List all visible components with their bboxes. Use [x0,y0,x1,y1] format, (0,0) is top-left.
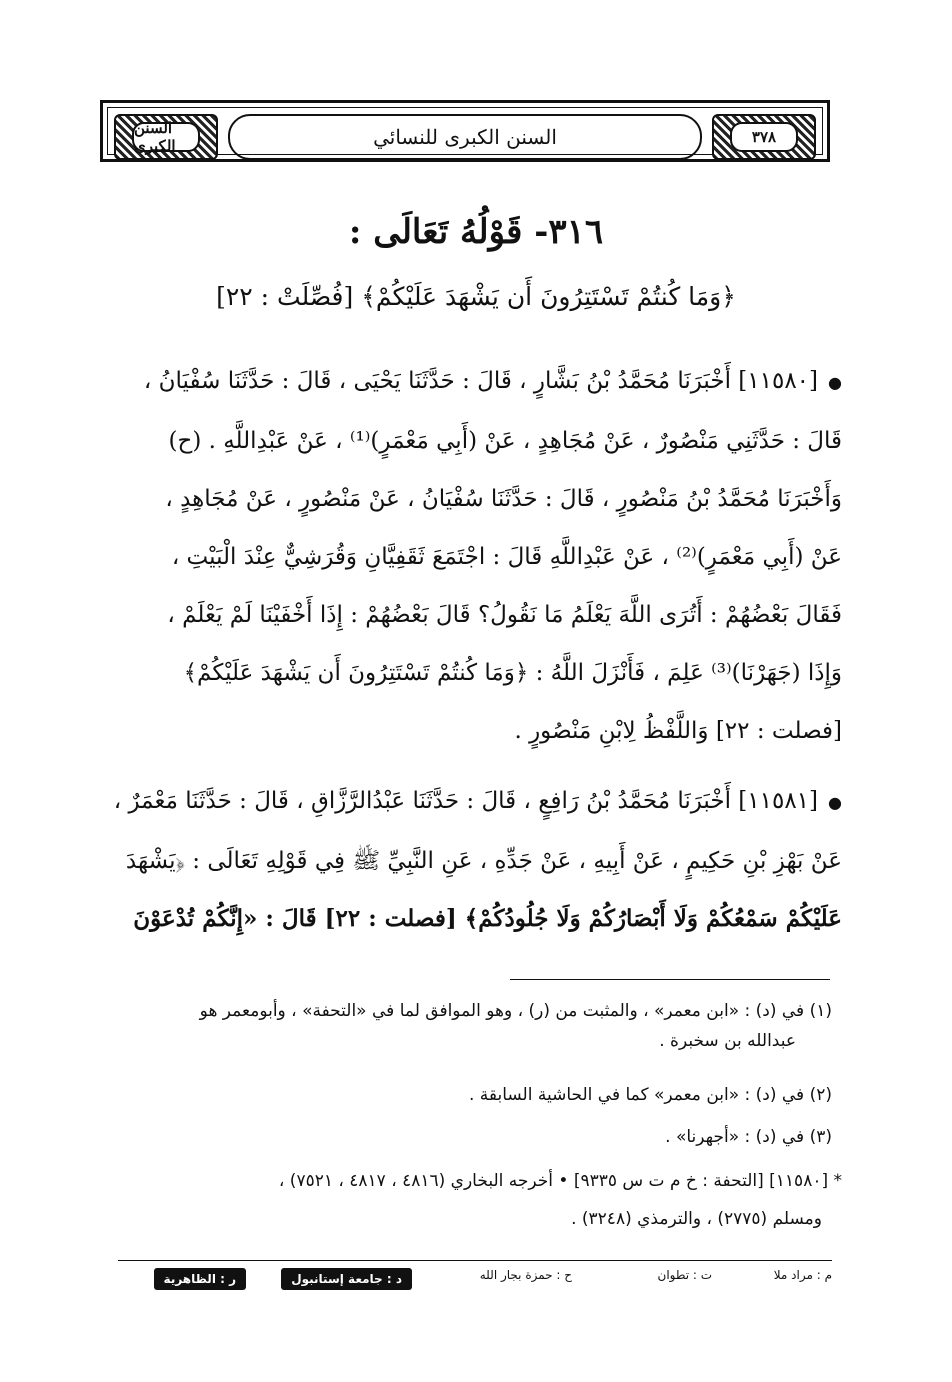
footnote-divider [510,979,830,980]
hadith-line: [فصلت : ٢٢] وَاللَّفْظُ لِابْنِ مَنْصُورٍ . [514,718,842,744]
takhrij-line: * [١١٥٨٠] [التحفة : خ م ت س ٩٣٣٥] • أخرجه البخاري (٤٨١٦ ، ٤٨١٧ ، ٧٥٢١) ، [278,1171,842,1191]
hadith-line: فَقَالَ بَعْضُهُمْ : أَتُرَى اللَّهَ يَعْلَمُ مَا نَقُولُ؟ قَالَ بَعْضُهُمْ : إِذَا أَخْفَيْنَا لَمْ يَعْلَمْ ، [167,602,842,628]
header-frame [107,107,823,155]
takhrij-line: ومسلم (٢٧٧٥) ، والترمذي (٣٢٤٨) . [571,1209,822,1229]
hadith-line: عَلَيْكُمْ سَمْعُكُمْ وَلَا أَبْصَارُكُمْ وَلَا جُلُودُكُمْ﴾ [فصلت : ٢٢] قَالَ : «إِنَّكُمْ تُدْعَوْنَ [133,905,842,932]
chapter-verse: ﴿وَمَا كُنتُمْ تَسْتَتِرُونَ أَن يَشْهَدَ عَلَيْكُمْ﴾ [فُصِّلَتْ : ٢٢] [216,282,736,311]
page-header [100,100,830,162]
hadith-line: قَالَ : حَدَّثَنِي مَنْصُورٌ ، عَنْ مُجَاهِدٍ ، عَنْ (أَبِي مَعْمَرٍ)⁽¹⁾ ، عَنْ عَبْدِاللَّهِ . (ح) [168,428,842,454]
hadith-11581 [112,772,842,948]
logo-ornament [114,114,218,160]
bottom-divider [118,1260,832,1261]
source-t: ت : تطوان [657,1268,712,1282]
logo-text: السنن الكبرى [132,122,200,152]
source-r-badge: ر : الظاهرية [154,1268,246,1290]
book-title: السنن الكبرى للنسائي [228,114,702,160]
takhrij [112,1162,842,1238]
hadith-line: وَأَخْبَرَنَا مُحَمَّدُ بْنُ مَنْصُورٍ ، قَالَ : حَدَّثَنَا سُفْيَانُ ، عَنْ مَنْصُورٍ ، عَنْ مُجَاهِدٍ ، [165,486,842,512]
footnote-2: (٢) في (د) : «ابن معمر» كما في الحاشية السابقة . [468,1085,832,1105]
source-m: م : مراد ملا [773,1268,832,1282]
footnote-3: (٣) في (د) : «أجهرنا» . [665,1127,832,1147]
chapter-title: ٣١٦- قَوْلُهُ تَعَالَى : [348,212,604,252]
page-number: ٣٧٨ [730,122,798,152]
page-number-ornament [712,114,816,160]
source-d-badge: د : جامعة إستانبول [281,1268,412,1290]
hadith-11580 [112,352,842,760]
hadith-line: عَنْ (أَبِي مَعْمَرٍ)⁽²⁾ ، عَنْ عَبْدِاللَّهِ قَالَ : اجْتَمَعَ ثَقَفِيَّانِ وَقُرَشِيٌّ عِنْدَ الْبَيْتِ ، [171,544,842,570]
source-h: ح : حمزة بجار الله [479,1268,572,1282]
hadith-line: وَإِذَا (جَهَرْنَا)⁽³⁾ عَلِمَ ، فَأَنْزَلَ اللَّهُ : ﴿وَمَا كُنتُمْ تَسْتَتِرُونَ أَن يَشْهَدَ عَلَيْكُمْ﴾ [183,660,842,686]
manuscript-sources [118,1262,832,1298]
hadith-line: ●[١١٥٨٠] أَخْبَرَنَا مُحَمَّدُ بْنُ بَشَّارٍ ، قَالَ : حَدَّثَنَا يَحْيَى ، قَالَ : حَدَّثَنَا سُفْيَانُ ، [143,368,842,394]
hadith-line: عَنْ بَهْزِ بْنِ حَكِيمٍ ، عَنْ أَبِيهِ ، عَنْ جَدِّهِ ، عَنِ النَّبِيِّ ﷺ فِي قَوْلِهِ تَعَالَى : ﴿يَشْهَدَ [125,848,842,874]
hadith-line: ●[١١٥٨١] أَخْبَرَنَا مُحَمَّدُ بْنُ رَافِعٍ ، قَالَ : حَدَّثَنَا عَبْدُالرَّزَّاقِ ، قَالَ : حَدَّثَنَا مَعْمَرٌ ، [113,788,842,814]
bullet-icon: ● [828,373,842,392]
bullet-icon: ● [828,793,842,812]
footnote-1: (١) في (د) : «ابن معمر» ، والمثبت من (ر) ، وهو الموافق لما في «التحفة» ، وأبومعمر هو عبدالله بن سخبرة . [199,1001,832,1051]
